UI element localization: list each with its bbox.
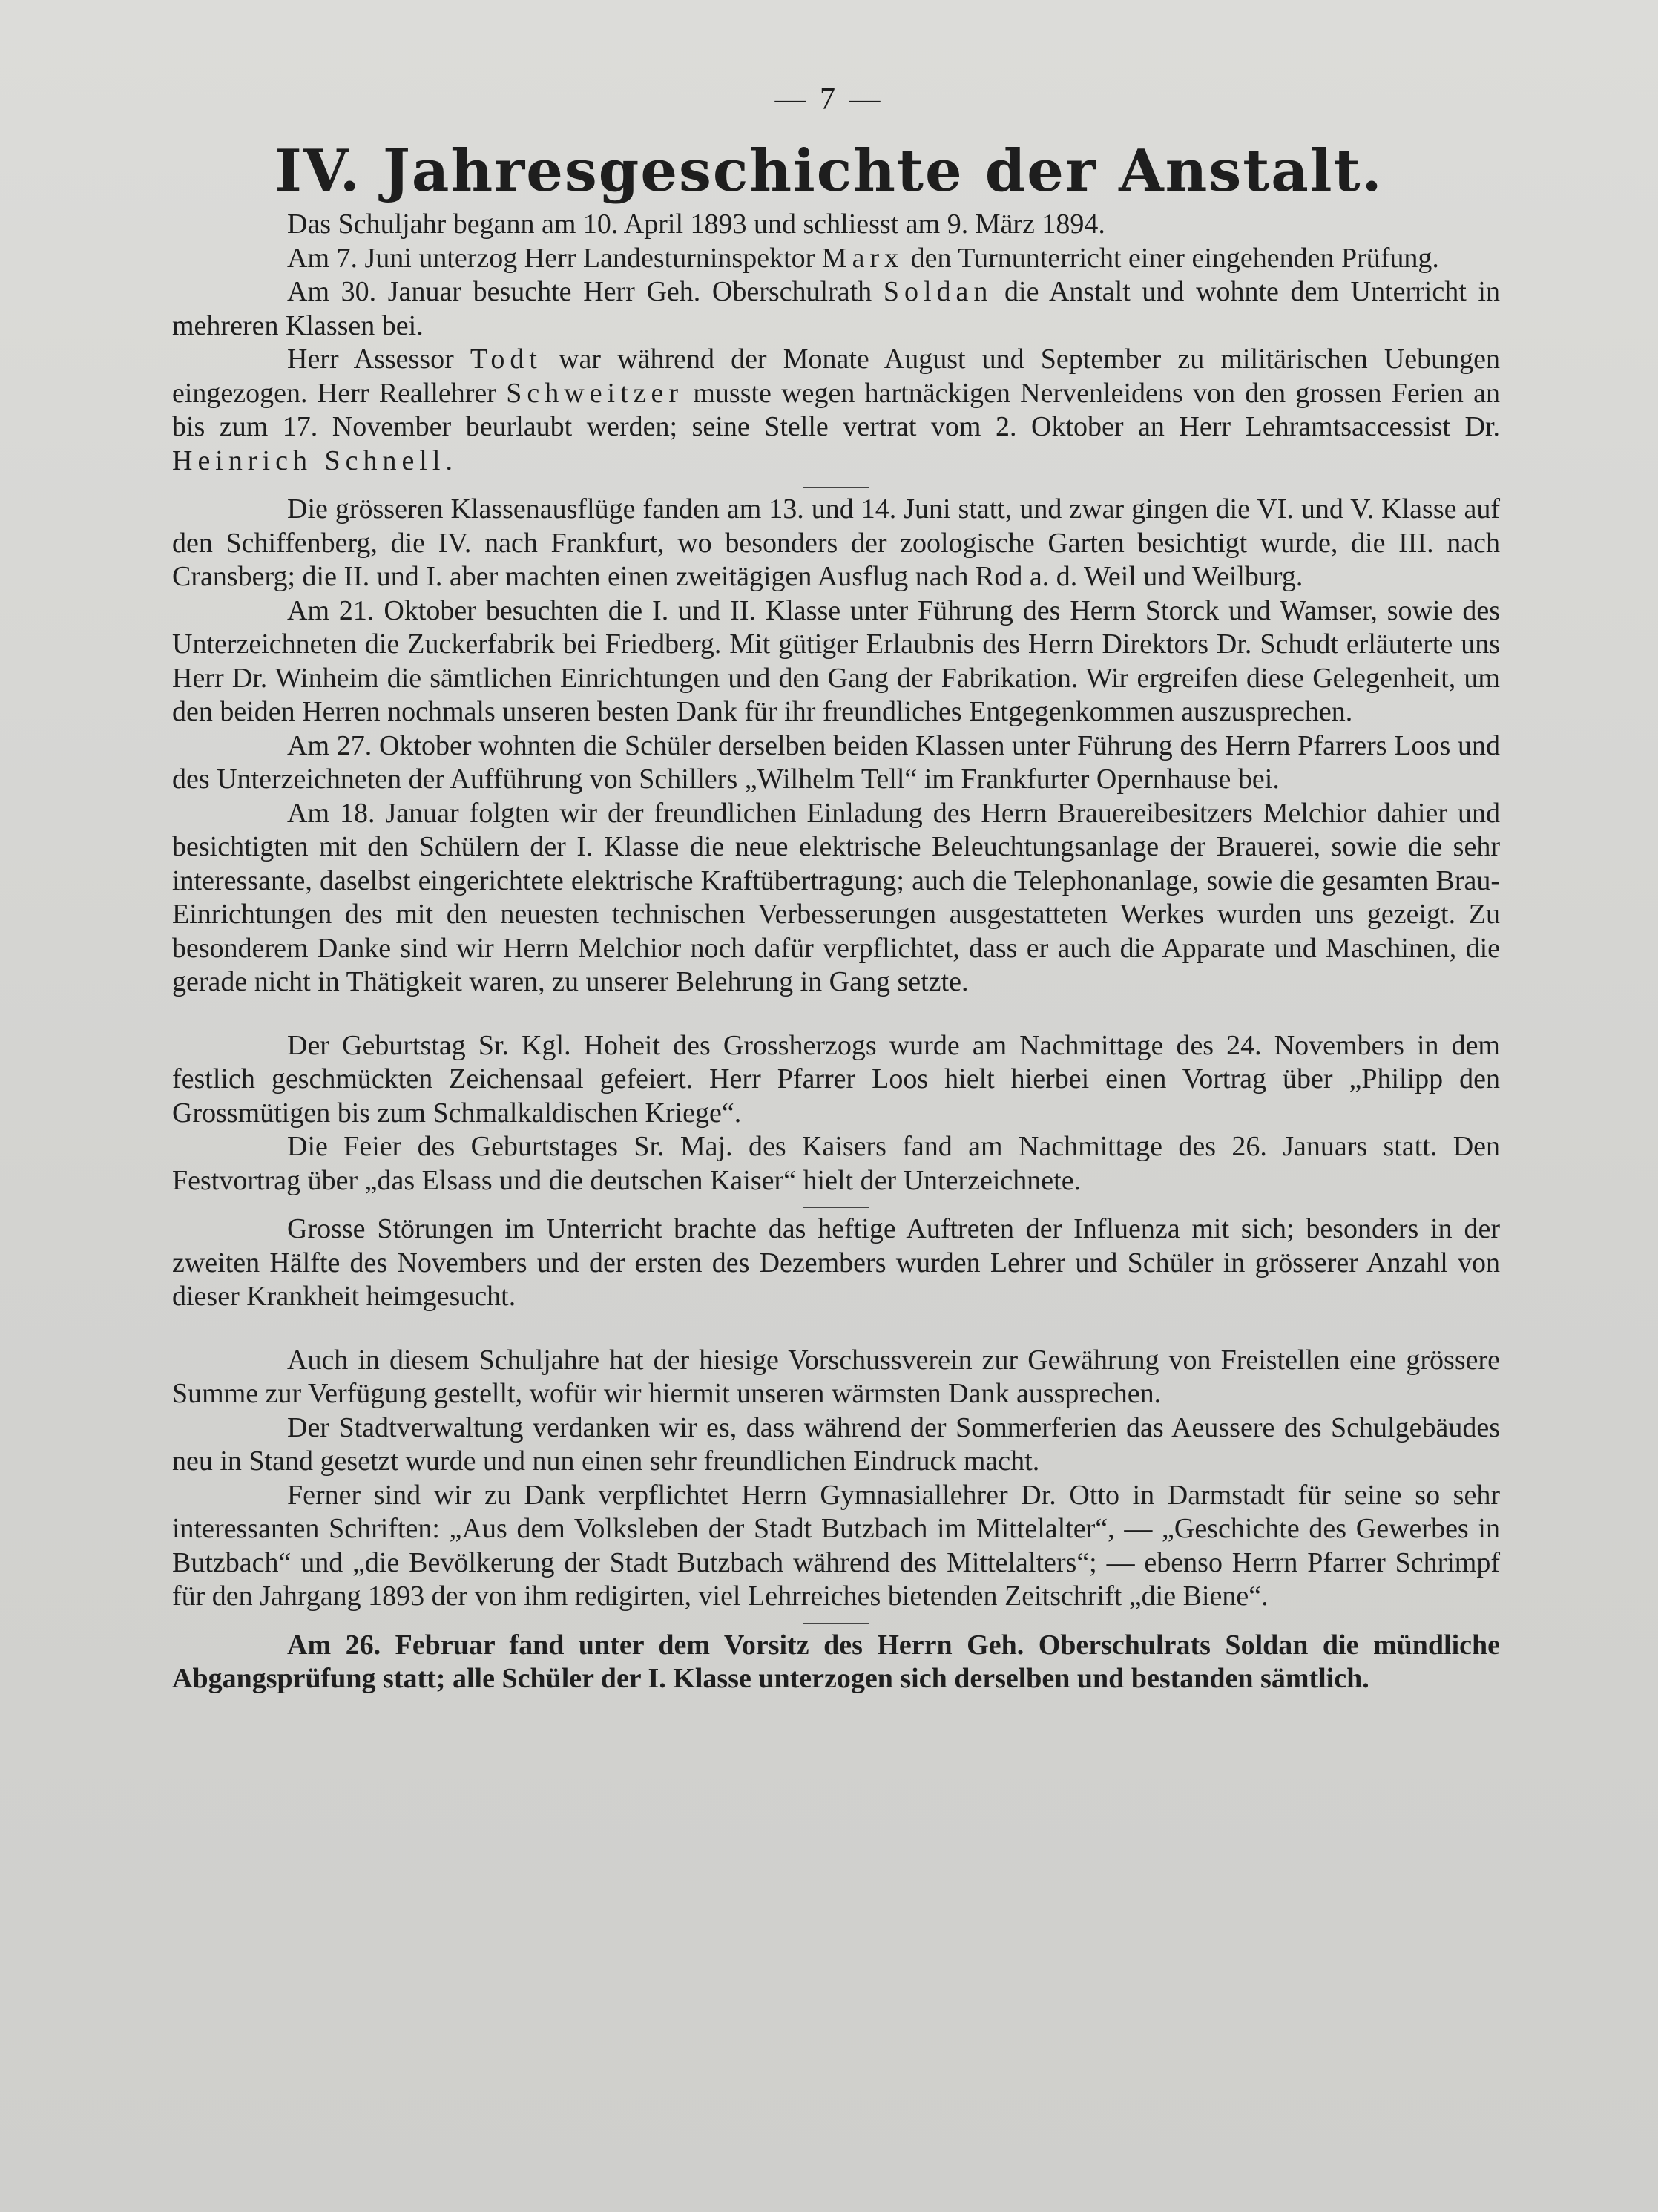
text-segment: Herr Assessor [287,344,470,375]
text-segment: Am 26. Februar fand unter dem Vorsitz des Herrn Geh. Oberschulrats Soldan die mündliche Abgangsprüfung statt; alle Schüler der I. Klasse unterzogen sich derselben und bestanden sämtlich. [172,1629,1500,1694]
paragraph [172,242,1500,276]
text-segment: Der Geburtstag Sr. Kgl. Hoheit des Grossherzogs wurde am Nachmittage des 24. Novembers in dem festlich geschmückten Zeichensaal gefeiert. Herr Pfarrer Loos hielt hierbei einen Vortrag über „Philipp den Grossmütigen bis zum Schmalkaldischen Kriege“. [172,1029,1500,1129]
paragraph [172,1629,1500,1696]
paragraph [172,729,1500,797]
section-divider [803,1207,869,1208]
text-segment: Grosse Störungen im Unterricht brachte das heftige Auftreten der Influenza mit sich; besonders in der zweiten Hälfte des Novembers und der ersten des Dezembers wurden Lehrer und Schüler in grösserer Anzahl von dieser Krankheit heimgesucht. [172,1213,1500,1312]
spaced-name: Todt [470,344,542,375]
paragraph [172,797,1500,1000]
text-segment: Am 27. Oktober wohnten die Schüler derselben beiden Klassen unter Führung des Herrn Pfarrers Loos und des Unterzeichneten der Aufführung von Schillers „Wilhelm Tell“ im Frankfurter Opernhause bei. [172,729,1500,795]
section-divider [803,1623,869,1624]
page-number: — 7 — [774,82,884,116]
paragraph [172,493,1500,594]
spaced-name: Soldan [883,276,993,307]
spaced-name: Heinrich Schnell [172,444,446,476]
text-segment: Das Schuljahr begann am 10. April 1893 und schliesst am 9. März 1894. [287,209,1105,240]
section-title: IV. Jahresgeschichte der Anstalt. [274,137,1384,205]
text-segment: Ferner sind wir zu Dank verpflichtet Herrn Gymnasiallehrer Dr. Otto in Darmstadt für seine so sehr interessanten Schriften: „Aus dem Volksleben der Stadt Butzbach im Mittelalter“, — „Geschichte des Gewerbes in Butzbach“ und „die Bevölkerung der Stadt Butzbach während des Mittelalters“; — ebenso Herrn Pfarrer Schrimpf für den Jahrgang 1893 der von ihm redigirten, viel Lehrreiches bietenden Zeitschrift „die Biene“. [172,1479,1500,1612]
text-segment: den Turnunterricht einer eingehenden Prüfung. [904,242,1439,274]
paragraph [172,1479,1500,1614]
text-segment: musste wegen hartnäckigen Nervenleidens von den grossen Ferien an bis zum 17. November beurlaubt werden; seine Stelle vertrat vom 2. Oktober an Herr Lehramtsaccessist Dr. [172,377,1501,442]
text-segment: Am 7. Juni unterzog Herr Landesturninspektor [287,242,822,274]
paragraph [172,1344,1500,1411]
paragraph [172,343,1500,478]
text-segment: Die Feier des Geburtstages Sr. Maj. des Kaisers fand am Nachmittage des 26. Januars statt. Den Festvortrag über „das Elsass und die deutschen Kaiser“ hielt der Unterzeichnete. [172,1131,1500,1196]
text-segment: . [445,444,453,476]
paragraph [172,594,1500,729]
paragraph [172,1130,1500,1198]
text-segment: Am 18. Januar folgten wir der freundlichen Einladung des Herrn Brauereibesitzers Melchior dahier und besichtigten mit den Schülern der I. Klasse die neue elektrische Beleuchtungsanlage der Brauerei, sowie die sehr interessante, daselbst eingerichtete elektrische Kraftübertragung; auch die Telephonanlage, sowie die gesamten Brau-Einrichtungen des mit den neuesten technischen Verbesserungen ausgestatteten Werkes wurden uns gezeigt. Zu besonderem Danke sind wir Herrn Melchior noch dafür verpflichtet, dass er auch die Apparate und Maschinen, die gerade nicht in Thätigkeit waren, zu unserer Belehrung in Gang setzte. [172,797,1500,997]
text-segment: Die grösseren Klassenausflüge fanden am 13. und 14. Juni statt, und zwar gingen die VI. und V. Klasse auf den Schiffenberg, die IV. nach Frankfurt, wo besonders der zoologische Garten besichtigt wurde, die III. nach Cransberg; die II. und I. aber machten einen zweitägigen Ausflug nach Rod a. d. Weil und Weilburg. [172,493,1500,592]
body-text [172,208,1500,1696]
paragraph [172,1212,1500,1314]
spaced-name: Marx [821,242,904,274]
text-segment: Auch in diesem Schuljahre hat der hiesige Vorschussverein zur Gewährung von Freistellen eine grössere Summe zur Verfügung gestellt, wofür wir hiermit unseren wärmsten Dank aussprechen. [172,1344,1500,1409]
paragraph [172,208,1500,242]
text-segment: Am 21. Oktober besuchten die I. und II. Klasse unter Führung des Herrn Storck und Wamser, sowie des Unterzeichneten die Zuckerfabrik bei Friedberg. Mit gütiger Erlaubnis des Herrn Direktors Dr. Schudt erläuterte uns Herr Dr. Winheim die sämtlichen Einrichtungen und den Gang der Fabrikation. Wir ergreifen diese Gelegenheit, um den beiden Herren nochmals unseren besten Dank für ihr freundliches Entgegenkommen auszusprechen. [172,594,1500,727]
text-segment: die Anstalt und wohnte dem Unterricht in mehreren Klassen bei. [172,276,1500,341]
section-divider [803,487,869,488]
spaced-name: Schweitzer [506,377,684,409]
paragraph [172,1029,1500,1131]
paragraph [172,1411,1500,1479]
paragraph [172,275,1500,343]
text-segment: Der Stadtverwaltung verdanken wir es, dass während der Sommerferien das Aeussere des Schulgebäudes neu in Stand gesetzt wurde und nun einen sehr freundlichen Eindruck macht. [172,1411,1500,1477]
text-segment: war während der Monate August und September zu militärischen Uebungen eingezogen. Herr Reallehrer [172,344,1500,409]
text-segment: Am 30. Januar besuchte Herr Geh. Oberschulrath [287,276,884,307]
